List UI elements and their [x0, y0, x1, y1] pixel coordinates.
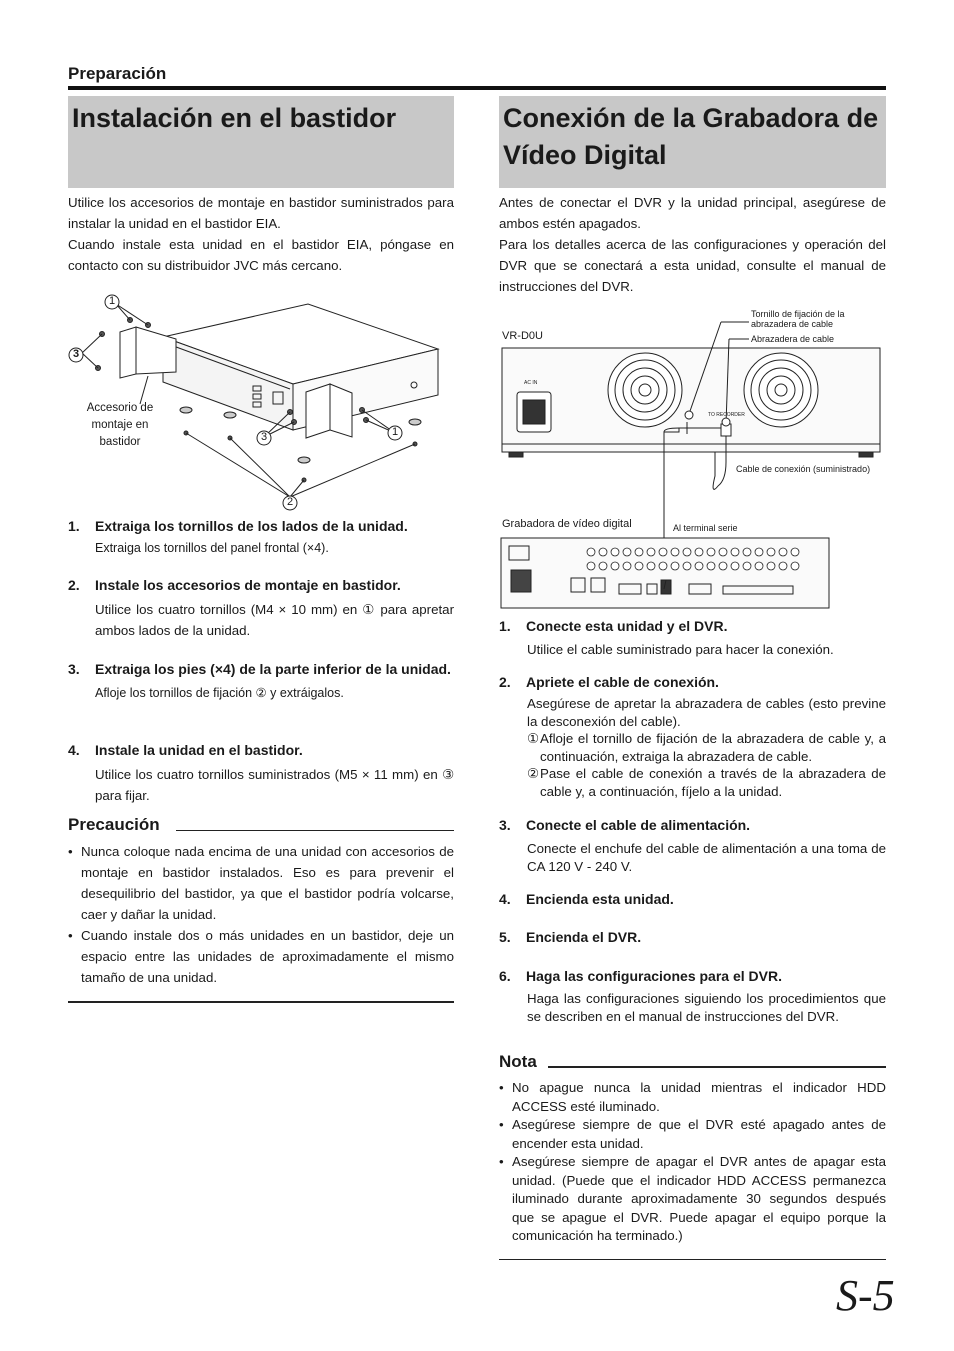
step-title: Haga las configuraciones para el DVR.	[526, 968, 782, 984]
step-title: Extraiga los pies (×4) de la parte inferior de la unidad.	[95, 661, 451, 677]
left-step-3	[68, 656, 454, 703]
serial-terminal-label: Al terminal serie	[673, 523, 738, 533]
step-body-text: Asegúrese de apretar la abrazadera de cables (esto previne la desconexión del cable).	[527, 696, 886, 729]
left-intro-paragraph-1: Utilice los accesorios de montaje en bastidor suministrados para instalar la unidad en el bastidor EIA.	[68, 195, 454, 231]
right-step-4	[499, 891, 886, 907]
step-title: Encienda el DVR.	[526, 929, 642, 945]
callout-2-bottom: 2	[286, 496, 294, 508]
step-substep-2: ② Pase el cable de conexión a través de la abrazadera de cable y, a continuación, fíjelo a la unidad.	[527, 766, 886, 799]
caution-item: • Cuando instale dos o más unidades en un bastidor, deje un espacio entre las unidades de aproximadamente el mismo tamaño de una unidad.	[68, 925, 454, 988]
step-title: Conecte esta unidad y el DVR.	[526, 618, 728, 634]
section-label: Preparación	[68, 64, 167, 83]
left-step-1	[68, 518, 454, 558]
callout-3-left: 3	[72, 348, 80, 360]
page-number: S-5	[836, 1271, 895, 1320]
note-list	[499, 1079, 886, 1246]
step-body: Utilice los cuatro tornillos (M4 × 10 mm) en ① para apretar ambos lados de la unidad.	[95, 602, 454, 638]
step-number: 3.	[499, 817, 511, 833]
left-section-title: Instalación en el bastidor	[68, 96, 454, 188]
step-body: Conecte el enchufe del cable de alimentación a una toma de CA 120 V - 240 V.	[527, 841, 886, 874]
step-title: Apriete el cable de conexión.	[526, 674, 719, 690]
step-title: Instale la unidad en el bastidor.	[95, 742, 303, 758]
step-number: 2.	[499, 674, 511, 690]
step-number: 4.	[68, 742, 80, 758]
step-number: 3.	[68, 661, 80, 677]
step-body: Afloje los tornillos de fijación ② y extráigalos.	[95, 686, 344, 700]
step-body: Extraiga los tornillos del panel frontal (×4).	[95, 541, 329, 555]
step-body: Haga las configuraciones siguiendo los procedimientos que se describen en el manual de instrucciones del DVR.	[527, 991, 886, 1024]
cable-clamp-label: Abrazadera de cable	[751, 334, 835, 344]
right-intro-paragraph-2: Para los detalles acerca de las configuraciones y operación del DVR que se conectará a esta unidad, consulte el manual de instrucciones del DVR.	[499, 237, 886, 294]
right-intro-paragraph-1: Antes de conectar el DVR y la unidad principal, asegúrese de ambos estén apagados.	[499, 195, 886, 231]
step-title: Extraiga los tornillos de los lados de la unidad.	[95, 518, 408, 534]
callout-1-top: 1	[108, 295, 116, 307]
caution-heading-rule	[176, 830, 454, 831]
header-rule	[68, 86, 886, 90]
step-number: 2.	[68, 577, 80, 593]
step-body: Utilice el cable suministrado para hacer la conexión.	[527, 642, 834, 657]
note-item: • Asegúrese siempre de apagar el DVR antes de apagar esta unidad. (Puede que el indicador HDD ACCESS permanezca iluminado durante aproximadamente 30 segundos después que se apague el DVR. Puede apagar el equipo porque la comunicación ha terminado.)	[499, 1153, 886, 1246]
step-number: 1.	[499, 618, 511, 634]
note-item: • Asegúrese siempre de que el DVR esté apagado antes de encender esta unidad.	[499, 1116, 886, 1153]
right-intro	[499, 192, 886, 297]
step-substep-1: ① Afloje el tornillo de fijación de la abrazadera de cable y, a continuación, extraiga la abrazadera de cable.	[527, 731, 886, 764]
step-number: 4.	[499, 891, 511, 907]
step-body	[527, 695, 886, 800]
connection-illustration	[499, 304, 886, 610]
rack-accessory-label: Accesorio de montaje en bastidor	[86, 402, 154, 448]
note-end-rule	[499, 1259, 886, 1260]
step-number: 1.	[68, 518, 80, 534]
step-title: Instale los accesorios de montaje en bastidor.	[95, 577, 401, 593]
ac-in-label: AC IN	[524, 380, 538, 386]
connection-cable-label: Cable de conexión (suministrado)	[736, 464, 871, 474]
caution-heading: Precaución	[68, 815, 160, 834]
right-section-title: Conexión de la Grabadora de Vídeo Digital	[499, 96, 886, 188]
left-step-4	[68, 742, 454, 806]
right-step-6	[499, 968, 886, 1026]
step-title: Conecte el cable de alimentación.	[526, 817, 751, 833]
note-item: • No apague nunca la unidad mientras el indicador HDD ACCESS esté iluminado.	[499, 1079, 886, 1116]
right-step-5	[499, 929, 886, 945]
step-number: 6.	[499, 968, 511, 984]
step-number: 5.	[499, 929, 511, 945]
right-step-3	[499, 817, 886, 875]
dvr-label: Grabadora de vídeo digital	[502, 518, 632, 530]
left-step-2	[68, 577, 454, 641]
note-heading: Nota	[499, 1052, 537, 1071]
left-intro-paragraph-2: Cuando instale esta unidad en el bastidor EIA, póngase en contacto con su distribuidor JVC más cercano.	[68, 237, 454, 273]
rack-mount-illustration	[68, 292, 454, 512]
callout-3-right: 3	[260, 431, 268, 443]
right-step-1	[499, 618, 886, 659]
caution-item: • Nunca coloque nada encima de una unidad con accesorios de montaje en bastidor instalados. Eso es para prevenir el desequilibrio del bastidor, ya que el bastidor podría volcarse, caer y dañar la unidad.	[68, 841, 454, 925]
step-title: Encienda esta unidad.	[526, 891, 674, 907]
left-intro	[68, 192, 454, 276]
clamp-screw-label: Tornillo de fijación de la abrazadera de cable	[751, 309, 845, 329]
right-step-2	[499, 674, 886, 800]
note-heading-rule	[548, 1066, 886, 1068]
vr-d0u-model-label: VR-D0U	[502, 330, 543, 342]
step-body: Utilice los cuatro tornillos suministrados (M5 × 11 mm) en ③ para fijar.	[95, 767, 454, 803]
caution-list	[68, 841, 454, 988]
callout-1-right: 1	[391, 426, 399, 438]
caution-end-rule	[68, 1001, 454, 1003]
connection-drawing	[499, 304, 886, 610]
to-recorder-label: TO RECORDER	[708, 412, 745, 418]
